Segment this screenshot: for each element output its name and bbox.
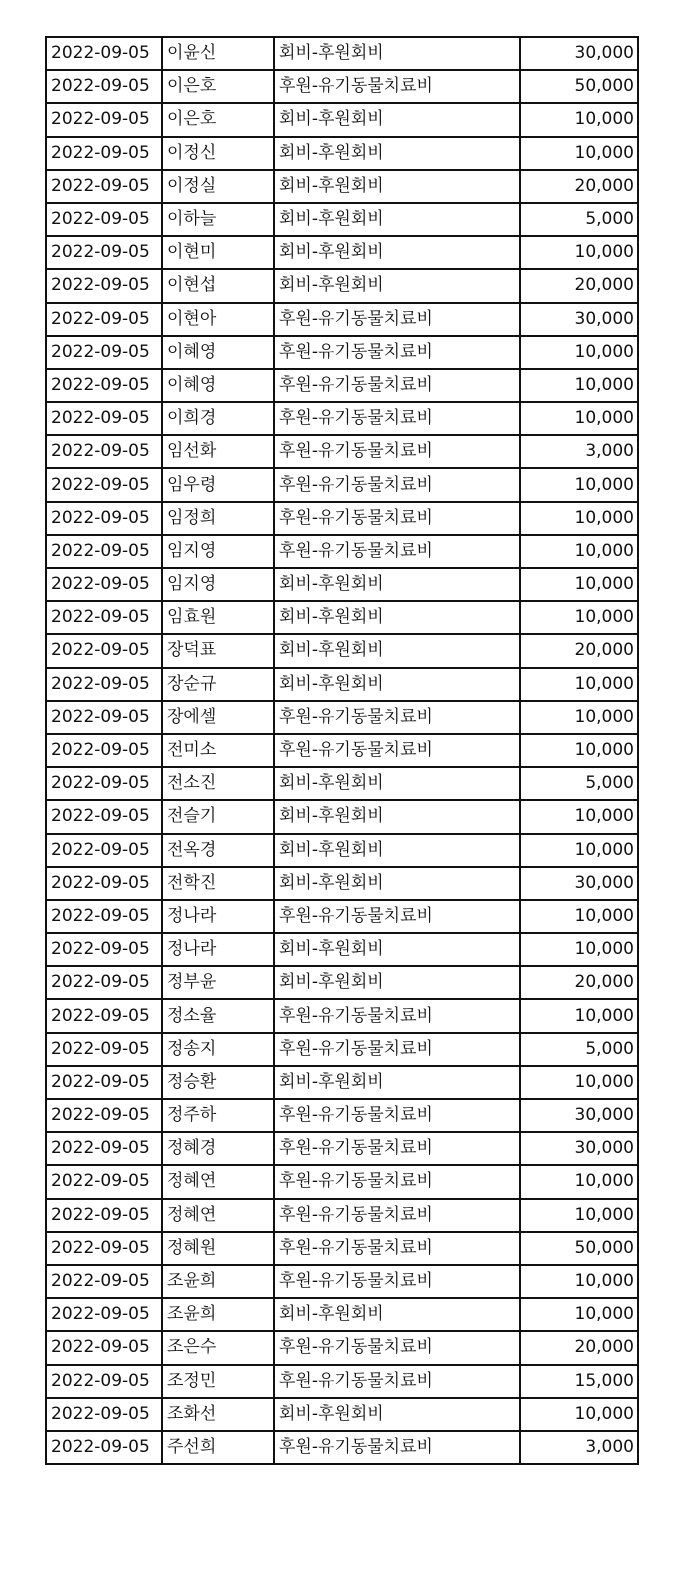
cell-donor-name: 전옥경 — [162, 834, 274, 867]
cell-amount: 5,000 — [520, 1033, 638, 1066]
cell-category: 후원-유기동물치료비 — [274, 402, 520, 435]
table-row — [46, 767, 638, 800]
cell-amount: 10,000 — [520, 900, 638, 933]
cell-donor-name: 이정신 — [162, 137, 274, 170]
cell-donor-name: 주선희 — [162, 1431, 274, 1464]
cell-amount: 10,000 — [520, 236, 638, 269]
cell-date: 2022-09-05 — [46, 170, 162, 203]
cell-date: 2022-09-05 — [46, 634, 162, 667]
cell-date: 2022-09-05 — [46, 1331, 162, 1364]
cell-date: 2022-09-05 — [46, 834, 162, 867]
cell-amount: 5,000 — [520, 203, 638, 236]
cell-amount: 10,000 — [520, 734, 638, 767]
cell-donor-name: 임선화 — [162, 435, 274, 468]
cell-amount: 10,000 — [520, 502, 638, 535]
table-row — [46, 1132, 638, 1165]
table-row — [46, 70, 638, 103]
table-row — [46, 236, 638, 269]
table-row — [46, 900, 638, 933]
cell-category: 회비-후원회비 — [274, 800, 520, 833]
cell-category: 후원-유기동물치료비 — [274, 1265, 520, 1298]
cell-category: 후원-유기동물치료비 — [274, 1199, 520, 1232]
cell-date: 2022-09-05 — [46, 1033, 162, 1066]
table-row — [46, 634, 638, 667]
cell-amount: 30,000 — [520, 867, 638, 900]
table-row — [46, 568, 638, 601]
cell-category: 후원-유기동물치료비 — [274, 701, 520, 734]
cell-category: 회비-후원회비 — [274, 966, 520, 999]
cell-category: 회비-후원회비 — [274, 634, 520, 667]
cell-date: 2022-09-05 — [46, 767, 162, 800]
cell-donor-name: 이현미 — [162, 236, 274, 269]
cell-category: 후원-유기동물치료비 — [274, 1331, 520, 1364]
cell-amount: 50,000 — [520, 70, 638, 103]
cell-amount: 10,000 — [520, 601, 638, 634]
cell-donor-name: 이하늘 — [162, 203, 274, 236]
table-row — [46, 170, 638, 203]
cell-amount: 5,000 — [520, 767, 638, 800]
cell-date: 2022-09-05 — [46, 236, 162, 269]
cell-amount: 10,000 — [520, 336, 638, 369]
cell-donor-name: 임우령 — [162, 468, 274, 501]
cell-category: 회비-후원회비 — [274, 103, 520, 136]
table-row — [46, 1165, 638, 1198]
cell-date: 2022-09-05 — [46, 1265, 162, 1298]
cell-category: 회비-후원회비 — [274, 203, 520, 236]
cell-category: 후원-유기동물치료비 — [274, 1165, 520, 1198]
cell-date: 2022-09-05 — [46, 601, 162, 634]
cell-date: 2022-09-05 — [46, 900, 162, 933]
cell-amount: 20,000 — [520, 634, 638, 667]
table-row — [46, 834, 638, 867]
cell-category: 후원-유기동물치료비 — [274, 369, 520, 402]
cell-category: 후원-유기동물치료비 — [274, 999, 520, 1032]
cell-donor-name: 장덕표 — [162, 634, 274, 667]
cell-donor-name: 정승환 — [162, 1066, 274, 1099]
cell-donor-name: 이현섭 — [162, 269, 274, 302]
cell-donor-name: 이은호 — [162, 70, 274, 103]
ledger-body — [46, 37, 638, 1464]
cell-amount: 10,000 — [520, 1199, 638, 1232]
cell-donor-name: 임효원 — [162, 601, 274, 634]
cell-donor-name: 조정민 — [162, 1365, 274, 1398]
table-row — [46, 402, 638, 435]
cell-donor-name: 정주하 — [162, 1099, 274, 1132]
cell-date: 2022-09-05 — [46, 269, 162, 302]
table-row — [46, 701, 638, 734]
cell-amount: 10,000 — [520, 1298, 638, 1331]
table-row — [46, 601, 638, 634]
cell-amount: 10,000 — [520, 568, 638, 601]
donation-ledger-table — [45, 36, 639, 1465]
cell-category: 회비-후원회비 — [274, 236, 520, 269]
table-row — [46, 468, 638, 501]
cell-donor-name: 이윤신 — [162, 37, 274, 70]
cell-date: 2022-09-05 — [46, 1398, 162, 1431]
cell-amount: 20,000 — [520, 966, 638, 999]
cell-date: 2022-09-05 — [46, 568, 162, 601]
cell-amount: 15,000 — [520, 1365, 638, 1398]
table-row — [46, 535, 638, 568]
table-row — [46, 502, 638, 535]
cell-donor-name: 이희경 — [162, 402, 274, 435]
cell-category: 후원-유기동물치료비 — [274, 468, 520, 501]
cell-donor-name: 조윤희 — [162, 1298, 274, 1331]
cell-category: 후원-유기동물치료비 — [274, 435, 520, 468]
table-row — [46, 1232, 638, 1265]
cell-donor-name: 전소진 — [162, 767, 274, 800]
cell-donor-name: 임지영 — [162, 568, 274, 601]
cell-amount: 30,000 — [520, 37, 638, 70]
cell-amount: 10,000 — [520, 137, 638, 170]
cell-donor-name: 정소율 — [162, 999, 274, 1032]
cell-category: 회비-후원회비 — [274, 867, 520, 900]
cell-category: 후원-유기동물치료비 — [274, 734, 520, 767]
cell-amount: 10,000 — [520, 369, 638, 402]
cell-date: 2022-09-05 — [46, 369, 162, 402]
cell-category: 후원-유기동물치료비 — [274, 70, 520, 103]
table-row — [46, 37, 638, 70]
cell-donor-name: 전미소 — [162, 734, 274, 767]
table-row — [46, 369, 638, 402]
table-row — [46, 1331, 638, 1364]
cell-category: 후원-유기동물치료비 — [274, 900, 520, 933]
cell-date: 2022-09-05 — [46, 37, 162, 70]
table-row — [46, 734, 638, 767]
cell-donor-name: 장에셀 — [162, 701, 274, 734]
cell-category: 회비-후원회비 — [274, 601, 520, 634]
cell-date: 2022-09-05 — [46, 933, 162, 966]
cell-donor-name: 이정실 — [162, 170, 274, 203]
cell-date: 2022-09-05 — [46, 1232, 162, 1265]
cell-amount: 10,000 — [520, 668, 638, 701]
cell-date: 2022-09-05 — [46, 70, 162, 103]
cell-date: 2022-09-05 — [46, 668, 162, 701]
cell-category: 후원-유기동물치료비 — [274, 303, 520, 336]
table-row — [46, 800, 638, 833]
cell-category: 후원-유기동물치료비 — [274, 1232, 520, 1265]
cell-date: 2022-09-05 — [46, 734, 162, 767]
table-row — [46, 999, 638, 1032]
table-row — [46, 668, 638, 701]
cell-amount: 20,000 — [520, 1331, 638, 1364]
cell-category: 회비-후원회비 — [274, 1066, 520, 1099]
cell-date: 2022-09-05 — [46, 103, 162, 136]
cell-donor-name: 전슬기 — [162, 800, 274, 833]
cell-category: 후원-유기동물치료비 — [274, 1365, 520, 1398]
table-row — [46, 137, 638, 170]
cell-category: 회비-후원회비 — [274, 933, 520, 966]
cell-category: 후원-유기동물치료비 — [274, 1099, 520, 1132]
cell-date: 2022-09-05 — [46, 336, 162, 369]
cell-donor-name: 정나라 — [162, 900, 274, 933]
cell-date: 2022-09-05 — [46, 1199, 162, 1232]
table-row — [46, 867, 638, 900]
cell-date: 2022-09-05 — [46, 203, 162, 236]
cell-date: 2022-09-05 — [46, 800, 162, 833]
table-row — [46, 966, 638, 999]
cell-amount: 10,000 — [520, 1066, 638, 1099]
cell-category: 회비-후원회비 — [274, 170, 520, 203]
cell-donor-name: 정혜원 — [162, 1232, 274, 1265]
cell-date: 2022-09-05 — [46, 502, 162, 535]
cell-date: 2022-09-05 — [46, 867, 162, 900]
cell-amount: 50,000 — [520, 1232, 638, 1265]
cell-date: 2022-09-05 — [46, 1066, 162, 1099]
cell-category: 후원-유기동물치료비 — [274, 1132, 520, 1165]
cell-date: 2022-09-05 — [46, 1365, 162, 1398]
table-row — [46, 435, 638, 468]
cell-date: 2022-09-05 — [46, 1099, 162, 1132]
table-row — [46, 103, 638, 136]
table-row — [46, 1265, 638, 1298]
cell-date: 2022-09-05 — [46, 1431, 162, 1464]
table-row — [46, 303, 638, 336]
cell-donor-name: 이혜영 — [162, 369, 274, 402]
cell-date: 2022-09-05 — [46, 137, 162, 170]
table-row — [46, 933, 638, 966]
table-row — [46, 1199, 638, 1232]
cell-donor-name: 정나라 — [162, 933, 274, 966]
table-row — [46, 1033, 638, 1066]
cell-amount: 3,000 — [520, 1431, 638, 1464]
cell-date: 2022-09-05 — [46, 303, 162, 336]
cell-amount: 30,000 — [520, 1132, 638, 1165]
cell-category: 회비-후원회비 — [274, 1298, 520, 1331]
cell-amount: 10,000 — [520, 1398, 638, 1431]
cell-date: 2022-09-05 — [46, 999, 162, 1032]
cell-donor-name: 이현아 — [162, 303, 274, 336]
cell-date: 2022-09-05 — [46, 1132, 162, 1165]
cell-date: 2022-09-05 — [46, 701, 162, 734]
cell-amount: 10,000 — [520, 468, 638, 501]
cell-amount: 10,000 — [520, 834, 638, 867]
cell-amount: 20,000 — [520, 269, 638, 302]
table-row — [46, 1398, 638, 1431]
cell-amount: 30,000 — [520, 1099, 638, 1132]
cell-date: 2022-09-05 — [46, 468, 162, 501]
cell-donor-name: 조윤희 — [162, 1265, 274, 1298]
cell-amount: 30,000 — [520, 303, 638, 336]
cell-amount: 10,000 — [520, 800, 638, 833]
cell-date: 2022-09-05 — [46, 966, 162, 999]
cell-donor-name: 정부윤 — [162, 966, 274, 999]
cell-date: 2022-09-05 — [46, 1298, 162, 1331]
cell-donor-name: 정혜연 — [162, 1165, 274, 1198]
cell-amount: 10,000 — [520, 999, 638, 1032]
cell-date: 2022-09-05 — [46, 402, 162, 435]
table-row — [46, 1066, 638, 1099]
cell-amount: 10,000 — [520, 701, 638, 734]
cell-donor-name: 임정희 — [162, 502, 274, 535]
cell-donor-name: 장순규 — [162, 668, 274, 701]
cell-category: 후원-유기동물치료비 — [274, 336, 520, 369]
cell-category: 회비-후원회비 — [274, 668, 520, 701]
table-row — [46, 269, 638, 302]
cell-amount: 10,000 — [520, 1265, 638, 1298]
cell-category: 후원-유기동물치료비 — [274, 535, 520, 568]
cell-category: 회비-후원회비 — [274, 37, 520, 70]
cell-amount: 10,000 — [520, 402, 638, 435]
cell-donor-name: 이은호 — [162, 103, 274, 136]
table-row — [46, 1099, 638, 1132]
cell-amount: 10,000 — [520, 103, 638, 136]
cell-amount: 3,000 — [520, 435, 638, 468]
cell-donor-name: 전학진 — [162, 867, 274, 900]
table-row — [46, 1431, 638, 1464]
cell-category: 회비-후원회비 — [274, 767, 520, 800]
cell-amount: 20,000 — [520, 170, 638, 203]
cell-category: 회비-후원회비 — [274, 137, 520, 170]
cell-amount: 10,000 — [520, 1165, 638, 1198]
cell-category: 후원-유기동물치료비 — [274, 1431, 520, 1464]
cell-donor-name: 조은수 — [162, 1331, 274, 1364]
table-row — [46, 336, 638, 369]
cell-category: 회비-후원회비 — [274, 568, 520, 601]
table-row — [46, 1365, 638, 1398]
cell-donor-name: 임지영 — [162, 535, 274, 568]
cell-category: 후원-유기동물치료비 — [274, 502, 520, 535]
cell-donor-name: 정혜연 — [162, 1199, 274, 1232]
table-row — [46, 1298, 638, 1331]
cell-date: 2022-09-05 — [46, 435, 162, 468]
cell-donor-name: 정혜경 — [162, 1132, 274, 1165]
cell-amount: 10,000 — [520, 535, 638, 568]
cell-donor-name: 정송지 — [162, 1033, 274, 1066]
cell-donor-name: 조화선 — [162, 1398, 274, 1431]
table-row — [46, 203, 638, 236]
cell-date: 2022-09-05 — [46, 535, 162, 568]
cell-category: 회비-후원회비 — [274, 834, 520, 867]
cell-category: 후원-유기동물치료비 — [274, 1033, 520, 1066]
cell-category: 회비-후원회비 — [274, 1398, 520, 1431]
cell-date: 2022-09-05 — [46, 1165, 162, 1198]
cell-amount: 10,000 — [520, 933, 638, 966]
cell-category: 회비-후원회비 — [274, 269, 520, 302]
cell-donor-name: 이혜영 — [162, 336, 274, 369]
